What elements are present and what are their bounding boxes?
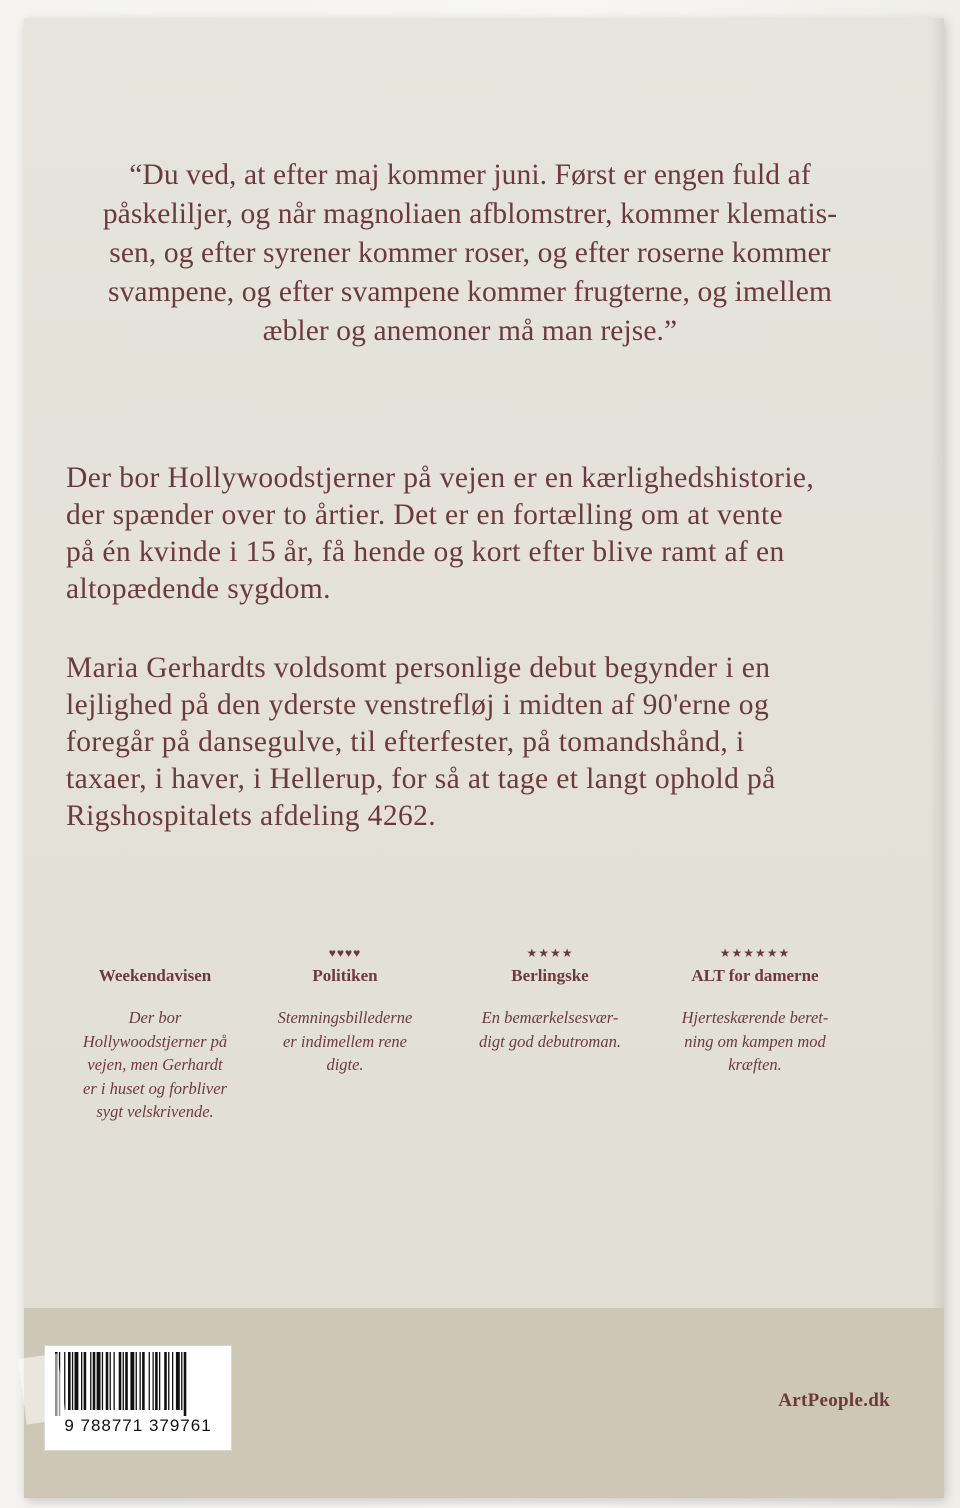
heart-rating-icons: ♥♥♥♥	[328, 946, 362, 960]
paragraph-line: foregår på dansegulve, til efterfester, på tomandshånd, i	[66, 726, 745, 758]
star-rating-icons: ★★★★★★	[719, 946, 791, 960]
barcode-bar	[172, 1352, 173, 1410]
blurb-line: Hollywoodstjerner på	[82, 1031, 228, 1051]
barcode-bar	[136, 1352, 137, 1410]
barcode-bar	[176, 1352, 180, 1410]
review-alt-for-damerne	[660, 944, 850, 1077]
barcode-bar	[93, 1352, 96, 1410]
star-rating-icons: ★★★★	[526, 946, 574, 960]
quote-line: “Du ved, at efter maj kommer juni. Først er engen fuld af	[129, 159, 811, 191]
barcode-bar	[153, 1352, 154, 1410]
book-edge-shadow	[930, 18, 944, 1498]
paragraph-line: Maria Gerhardts voldsomt personlige debut begynder i en	[66, 652, 771, 684]
barcode-bar	[97, 1352, 101, 1410]
barcode-bar	[75, 1352, 79, 1410]
barcode-bar	[102, 1352, 103, 1410]
blurb-line: ning om kampen mod	[684, 1031, 826, 1051]
barcode-bar	[130, 1352, 134, 1410]
quote-line: påskeliljer, og når magnoliaen afblomstrer, kommer klematis-	[102, 198, 838, 230]
blurb-line: En bemærkelsesvær-	[481, 1008, 619, 1027]
barcode-bars	[53, 1352, 223, 1416]
blurb-line: sygt velskrivende.	[96, 1102, 214, 1121]
review-source: ALT for damerne	[691, 966, 819, 985]
blurb-line: kræften.	[728, 1055, 782, 1074]
barcode-bar	[110, 1352, 111, 1410]
barcode-bar	[72, 1352, 73, 1410]
barcode-bar	[84, 1352, 87, 1410]
review-blurb	[60, 1006, 250, 1124]
barcode-bar	[123, 1352, 124, 1410]
review-blurb	[660, 1006, 850, 1077]
paragraph-line: på én kvinde i 15 år, få hende og kort efter blive ramt af en	[66, 536, 785, 568]
review-blurb	[455, 1006, 645, 1053]
description-paragraph-2	[66, 650, 876, 835]
barcode-bar	[68, 1352, 71, 1410]
isbn-barcode	[44, 1345, 232, 1451]
blurb-line: Hjerteskærende beret-	[681, 1008, 829, 1027]
barcode-bar	[140, 1352, 141, 1410]
barcode-bar	[164, 1352, 167, 1410]
barcode-bar	[184, 1352, 187, 1416]
review-rating	[60, 944, 250, 962]
paragraph-line: Der bor Hollywoodstjerner på vejen er en kærlighedshistorie,	[66, 462, 815, 494]
quote-line: svampene, og efter svampene kommer frugterne, og imellem	[108, 276, 832, 308]
review-source: Politiken	[312, 966, 378, 985]
review-politiken	[250, 944, 440, 1077]
blurb-quote	[70, 156, 870, 351]
blurb-line: Stemningsbillederne	[277, 1008, 413, 1027]
barcode-bar	[159, 1352, 160, 1410]
paragraph-line: altopædende sygdom.	[66, 573, 331, 605]
review-weekendavisen	[60, 944, 250, 1124]
barcode-bar	[119, 1352, 122, 1410]
blurb-line: digt god debutroman.	[479, 1031, 621, 1051]
quote-line: sen, og efter syrener kommer roser, og efter roserne kommer	[109, 237, 831, 269]
blurb-line: vejen, men Gerhardt	[87, 1055, 223, 1074]
barcode-bar	[155, 1352, 158, 1410]
barcode-bar	[125, 1352, 128, 1410]
review-blurb	[250, 1006, 440, 1077]
barcode-bar	[106, 1352, 109, 1410]
paragraph-line: lejlighed på den yderste venstrefløj i midten af 90'erne og	[66, 689, 770, 721]
isbn-digits: 9 788771 379761	[64, 1416, 212, 1435]
barcode-bar	[64, 1352, 65, 1410]
barcode-bar	[90, 1352, 91, 1410]
review-source: Weekendavisen	[98, 966, 212, 985]
review-berlingske	[455, 944, 645, 1053]
barcode-bar	[168, 1352, 169, 1410]
description-paragraph-1	[66, 460, 876, 608]
barcode-bar	[149, 1352, 150, 1410]
quote-line: æbler og anemoner må man rejse.”	[262, 315, 678, 347]
barcode-bar	[142, 1352, 145, 1410]
review-source: Berlingske	[511, 966, 589, 985]
barcode-bar	[81, 1352, 82, 1410]
barcode-bar	[181, 1352, 182, 1410]
blurb-line: er indimellem rene	[282, 1031, 408, 1051]
press-reviews	[60, 944, 860, 1164]
barcode-bar	[114, 1352, 115, 1410]
blurb-line: digte.	[326, 1055, 364, 1074]
blurb-line: er i huset og forbliver	[83, 1078, 227, 1098]
paragraph-line: der spænder over to årtier. Det er en fortælling om at vente	[66, 499, 784, 531]
paragraph-line: Rigshospitalets afdeling 4262.	[66, 800, 437, 832]
blurb-line: Der bor	[128, 1008, 182, 1027]
paragraph-line: taxaer, i haver, i Hellerup, for så at tage et langt ophold på	[66, 763, 776, 795]
publisher-url: ArtPeople.dk	[778, 1390, 890, 1411]
